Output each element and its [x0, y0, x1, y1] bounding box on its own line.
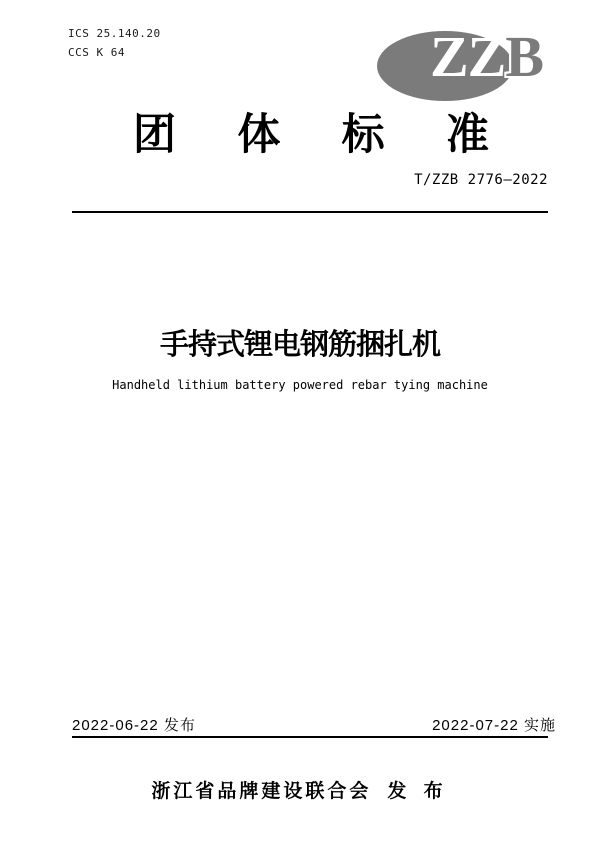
footer-divider-line [72, 736, 548, 738]
issue-date: 2022-06-22 发布 [72, 717, 196, 734]
classification-codes [68, 24, 161, 62]
logo-text [430, 19, 543, 95]
doc-type-char: 标 [341, 111, 385, 159]
document-title-english: Handheld lithium battery powered rebar tying machine [112, 378, 488, 392]
logo-letters-zz: ZZ [430, 24, 506, 89]
ics-code: ICS 25.140.20 [68, 27, 161, 40]
dates-row [72, 714, 556, 735]
zzb-logo [377, 24, 557, 104]
document-title-chinese: 手持式锂电钢筋捆扎机 [159, 329, 440, 361]
implement-date: 2022-07-22 实施 [432, 717, 556, 734]
standard-number: T/ZZB 2776—2022 [414, 172, 548, 188]
doc-type-title [133, 111, 489, 159]
header-divider-line [72, 211, 548, 213]
doc-type-char: 准 [445, 111, 489, 159]
doc-type-char: 团 [133, 111, 176, 159]
ccs-code: CCS K 64 [68, 46, 125, 59]
doc-type-char: 体 [237, 111, 281, 159]
publisher-name: 浙江省品牌建设联合会 [151, 781, 372, 802]
logo-letter-b: B [505, 24, 544, 89]
publish-label: 发 布 [387, 781, 449, 802]
publisher-row [0, 776, 600, 803]
